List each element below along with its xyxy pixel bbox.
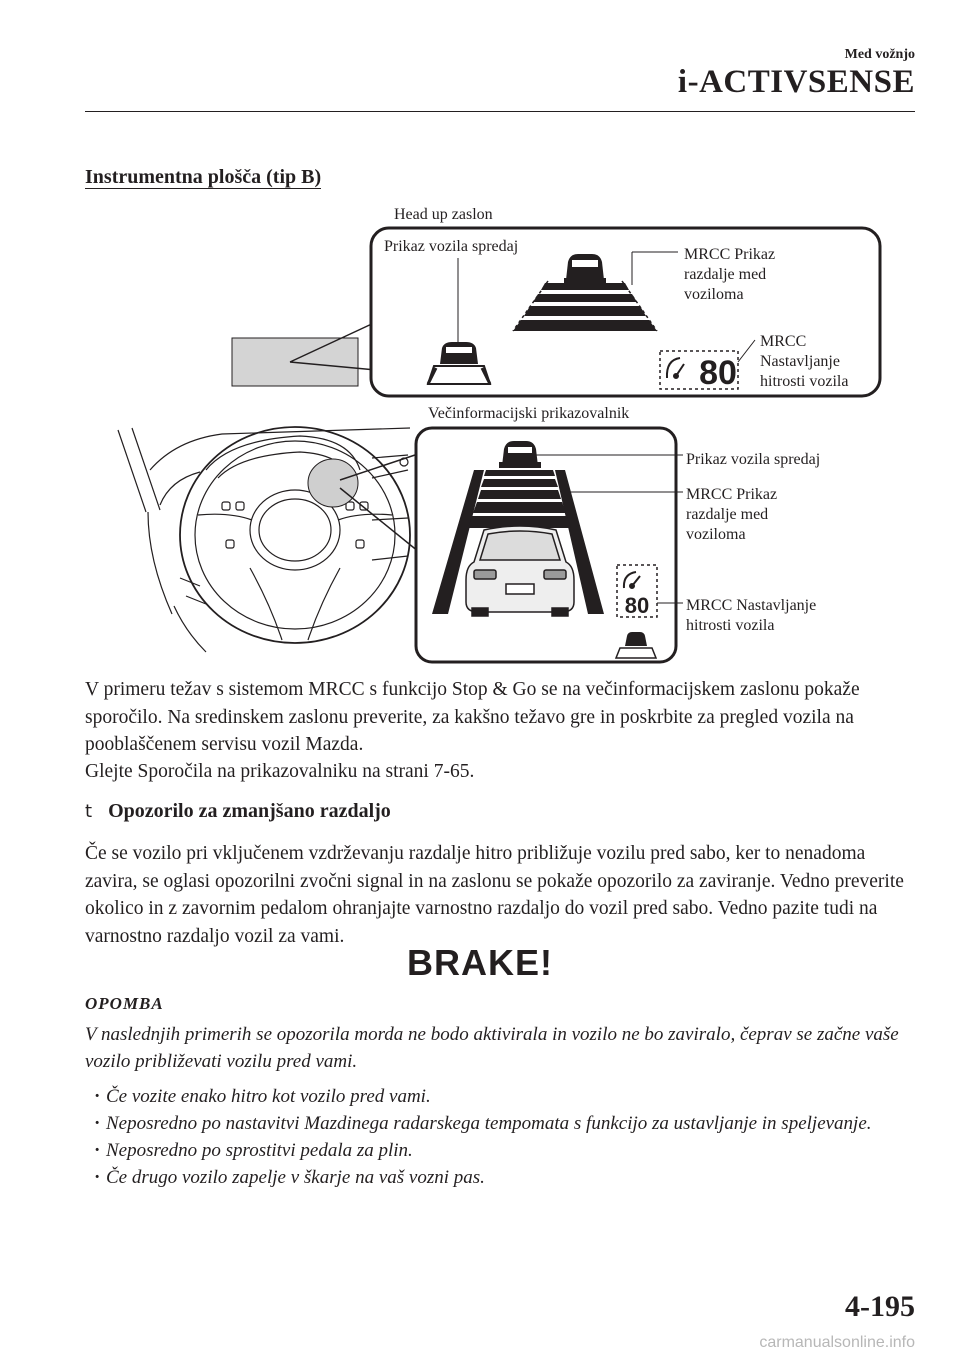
hud-distance-label: MRCC Prikaz razdalje med voziloma	[684, 246, 776, 303]
subheading-distance-warning	[85, 800, 391, 823]
dashboard-drawing	[118, 427, 410, 652]
section-title: Instrumentna plošča (tip B)	[85, 166, 322, 188]
multi-info-spot	[308, 459, 358, 507]
paragraph-warning-description: Če se vozilo pri vključenem vzdrževanju razdalje hitro približuje vozilu pred sabo, ker to nenadoma zavira, se oglasi opozorilni zvočni signal in na zaslonu se pokaže opozorilo za zaviranje. Vedno preverite okolico in z zavornim pedalom ohranjajte varnostno razdaljo do vozil pred sabo. Vedno pazite tudi na varnostno razdaljo vozil za vami.	[85, 843, 904, 947]
mid-speed-label: MRCC Nastavljanje hitrosti vozila	[686, 597, 817, 634]
paragraph-mrcc-malfunction: V primeru težav s sistemom MRCC s funkcijo Stop & Go se na večinformacijskem zaslonu pokaže sporočilo. Na sredinskem zaslonu preverite, za kakšno težavo gre in poskrbite za pregled vozila na pooblaščenem servisu vozil Mazda.	[85, 679, 860, 755]
note-bullet-item: · Neposredno po nastavitvi Mazdinega radarskega tempomata s funkcijo za ustavljanje in speljevanje.	[94, 1110, 914, 1137]
mid-speed-value: 80	[624, 593, 650, 618]
hud-speed-label: MRCC Nastavljanje hitrosti vozila	[760, 333, 849, 390]
mid-own-car-icon	[466, 526, 574, 616]
header-rule	[85, 111, 915, 112]
note-title: OPOMBA	[85, 994, 164, 1013]
mid-front-vehicle-label: Prikaz vozila spredaj	[686, 451, 821, 468]
watermark: carmanualsonline.info	[759, 1334, 915, 1351]
subheading-marker: t	[85, 801, 93, 822]
hud-front-car-icon	[564, 254, 606, 284]
hud-speed-value: 80	[699, 354, 737, 392]
hud-front-vehicle-label: Prikaz vozila spredaj	[384, 238, 519, 255]
instrument-diagram	[0, 195, 960, 675]
header-chapter-title: i-ACTIVSENSE	[677, 64, 915, 100]
brake-warning-text: BRAKE!	[407, 942, 553, 983]
mid-distance-label: MRCC Prikaz razdalje med voziloma	[686, 486, 778, 543]
paragraph-see-messages: Glejte Sporočila na prikazovalniku na strani 7-65.	[85, 761, 475, 782]
page-number: 4-195	[845, 1290, 915, 1323]
note-bullet-item: · Če vozite enako hitro kot vozilo pred vami.	[94, 1083, 914, 1110]
header-section: Med vožnjo	[844, 47, 915, 62]
note-bullet-item: · Neposredno po sprostitvi pedala za plin.	[94, 1137, 914, 1164]
note-text: V naslednjih primerih se opozorila morda ne bodo aktivirala in vozilo ne bo zaviralo, čeprav se začne vaše vozilo približevati vozilu pred vami.	[85, 1024, 899, 1072]
note-bullet-list	[94, 1083, 914, 1191]
note-bullet-item: · Če drugo vozilo zapelje v škarje na vaš vozni pas.	[94, 1164, 914, 1191]
head-up-label: Head up zaslon	[394, 206, 493, 223]
multi-info-label: Večinformacijski prikazovalnik	[428, 405, 630, 422]
subheading-text: Opozorilo za zmanjšano razdaljo	[108, 800, 391, 822]
